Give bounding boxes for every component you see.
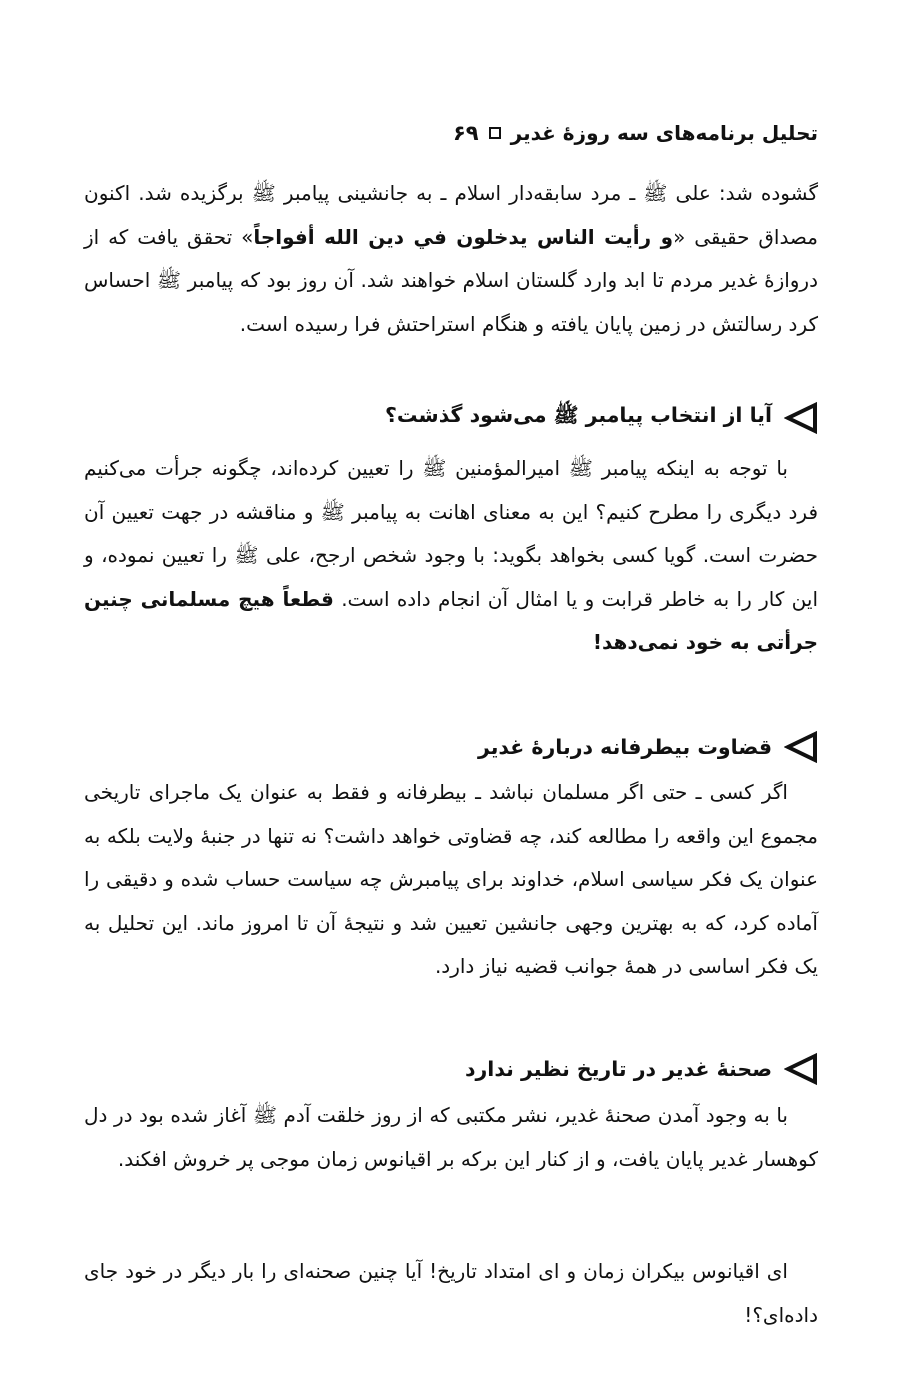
- quran-quote: و رأیت الناس یدخلون في دین الله أفواجاً: [253, 224, 674, 249]
- section-3-paragraph-2: [84, 1250, 818, 1337]
- square-icon: [489, 127, 501, 139]
- section-1-bold-text: قطعاً هیچ مسلمانی چنین جرأتی به خود نمی‌دهد!: [84, 586, 818, 654]
- section-heading-1: [84, 398, 818, 438]
- section-heading-2-text: قضاوت بیطرفانه دربارهٔ غدیر: [477, 735, 772, 759]
- intro-text-end: » تحقق یافت که از دروازهٔ غدیر مردم تا ابد وارد گلستان اسلام خواهند شد. آن روز بود که پیامبر ﷺ احساس کرد رسالتش در زمین پایان یافته و هنگام استراحتش فرا رسیده است.: [84, 224, 818, 336]
- section-heading-3: [84, 1049, 818, 1089]
- section-3-paragraph: [84, 1094, 818, 1181]
- intro-text-start: گشوده شد: علی ﷺ ـ مرد سابقه‌دار اسلام ـ به جانشینی پیامبر ﷺ برگزیده شد. اکنون مصداق حقیقی «: [84, 181, 818, 249]
- triangle-left-icon: [784, 401, 818, 435]
- page-number: ۶۹: [452, 121, 479, 145]
- section-heading-1-text: آیا از انتخاب پیامبر ﷺ می‌شود گذشت؟: [384, 403, 772, 427]
- running-head: [84, 117, 818, 149]
- section-2-paragraph: [84, 771, 818, 989]
- section-heading-3-text: صحنهٔ غدیر در تاریخ نظیر ندارد: [464, 1057, 772, 1081]
- section-2-text: اگر کسی ـ حتی اگر مسلمان نباشد ـ بیطرفانه و فقط به عنوان یک ماجرای تاریخی مجموع این واقعه را مطالعه کند، چه قضاوتی خواهد داشت؟ نه تنها در جنبهٔ ولایت بلکه به عنوان یک فکر سیاسی اسلام، خداوند برای پیامبرش چه سیاست حساب شده و دقیقی را آماده کرد، که به بهترین وجهی جانشین تعیین شد و نتیجهٔ آن تا امروز ماند. این تحلیل به یک فکر اساسی در همهٔ جوانب قضیه نیاز دارد.: [84, 780, 818, 978]
- triangle-left-icon: [784, 1052, 818, 1086]
- section-heading-2: [84, 727, 818, 767]
- chapter-title: تحلیل برنامه‌های سه روزهٔ غدیر: [510, 121, 818, 145]
- triangle-left-icon: [784, 730, 818, 764]
- book-page: [84, 0, 818, 1393]
- section-3-text-2: ای اقیانوس بیکران زمان و ای امتداد تاریخ! آیا چنین صحنه‌ای را بار دیگر در خود جای داده‌ای؟!: [84, 1259, 818, 1327]
- section-3-text: با به وجود آمدن صحنهٔ غدیر، نشر مکتبی که از روز خلقت آدم ﷺ آغاز شده بود در دل کوهسار غدیر پایان یافت، و از کنار این برکه بر اقیانوس زمان موجی پر خروش افکند.: [84, 1103, 818, 1171]
- section-1-text: با توجه به اینکه پیامبر ﷺ امیرالمؤمنین ﷺ را تعیین کرده‌اند، چگونه جرأت می‌کنیم فرد دیگری را مطرح کنیم؟ این به معنای اهانت به پیامبر ﷺ و مناقشه در جهت تعیین آن حضرت است. گویا کسی بخواهد بگوید: با وجود شخص ارجح، علی ﷺ را تعیین نموده، و این کار را به خاطر قرابت و یا امثال آن انجام داده است.: [84, 456, 819, 611]
- intro-paragraph: [84, 172, 818, 346]
- section-1-paragraph: [84, 447, 818, 665]
